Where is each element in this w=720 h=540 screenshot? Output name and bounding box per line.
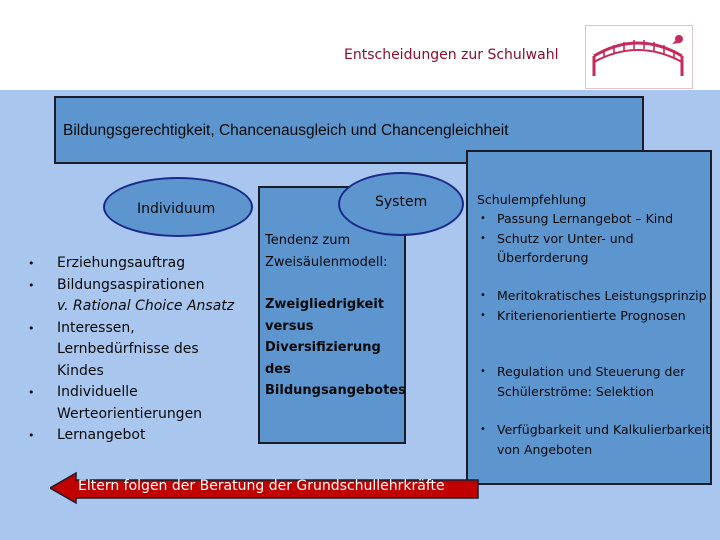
recommendation-group-d [477, 420, 712, 459]
list-item: • Schutz vor Unter- und Überforderung [477, 229, 712, 268]
list-item-text: Individuelle Werteorientierungen [57, 384, 203, 422]
list-item: • Regulation und Steuerung der Schülerströme: Selektion [477, 362, 712, 401]
page-title: Entscheidungen zur Schulwahl [344, 47, 559, 63]
recommendation-group-b [477, 286, 712, 325]
list-item [24, 382, 244, 425]
list-item-subtext: v. Rational Choice Ansatz [57, 298, 235, 314]
list-item-text: Interessen, Lernbedürfnisse des Kindes [57, 319, 199, 379]
system-text-tendency: Tendenz zum Zweisäulenmodell: [265, 233, 388, 270]
system-label: System [375, 194, 428, 210]
system-text-structure: Zweigliedrigkeit versus Diversifizierung des Bildungsangebotes [265, 297, 406, 398]
list-item [24, 253, 244, 275]
individuum-label: Individuum [137, 201, 216, 217]
list-item: • Meritokratisches Leistungsprinzip [477, 286, 712, 306]
individuum-list [24, 253, 244, 447]
arrow-text: Eltern folgen der Beratung der Grundschullehrkräfte [78, 478, 445, 494]
bridge-logo-icon [585, 25, 693, 89]
recommendation-group-c [477, 362, 712, 401]
list-item: • Kriterienorientierte Prognosen [477, 306, 712, 326]
list-item: • Passung Lernangebot – Kind [477, 209, 712, 229]
schulempfehlung-title: Schulempfehlung [477, 192, 587, 207]
recommendation-group-a [477, 209, 712, 268]
list-item [24, 275, 244, 318]
list-item-text: Erziehungsauftrag [57, 255, 186, 271]
list-item: • Verfügbarkeit und Kalkulierbarkeit von Angeboten [477, 420, 712, 459]
list-item [24, 318, 244, 383]
list-item-text: Lernangebot [57, 427, 146, 443]
banner-text: Bildungsgerechtigkeit, Chancenausgleich und Chancengleichheit [63, 122, 509, 139]
list-item [24, 425, 244, 447]
list-item-text: Bildungsaspirationen [57, 276, 205, 293]
